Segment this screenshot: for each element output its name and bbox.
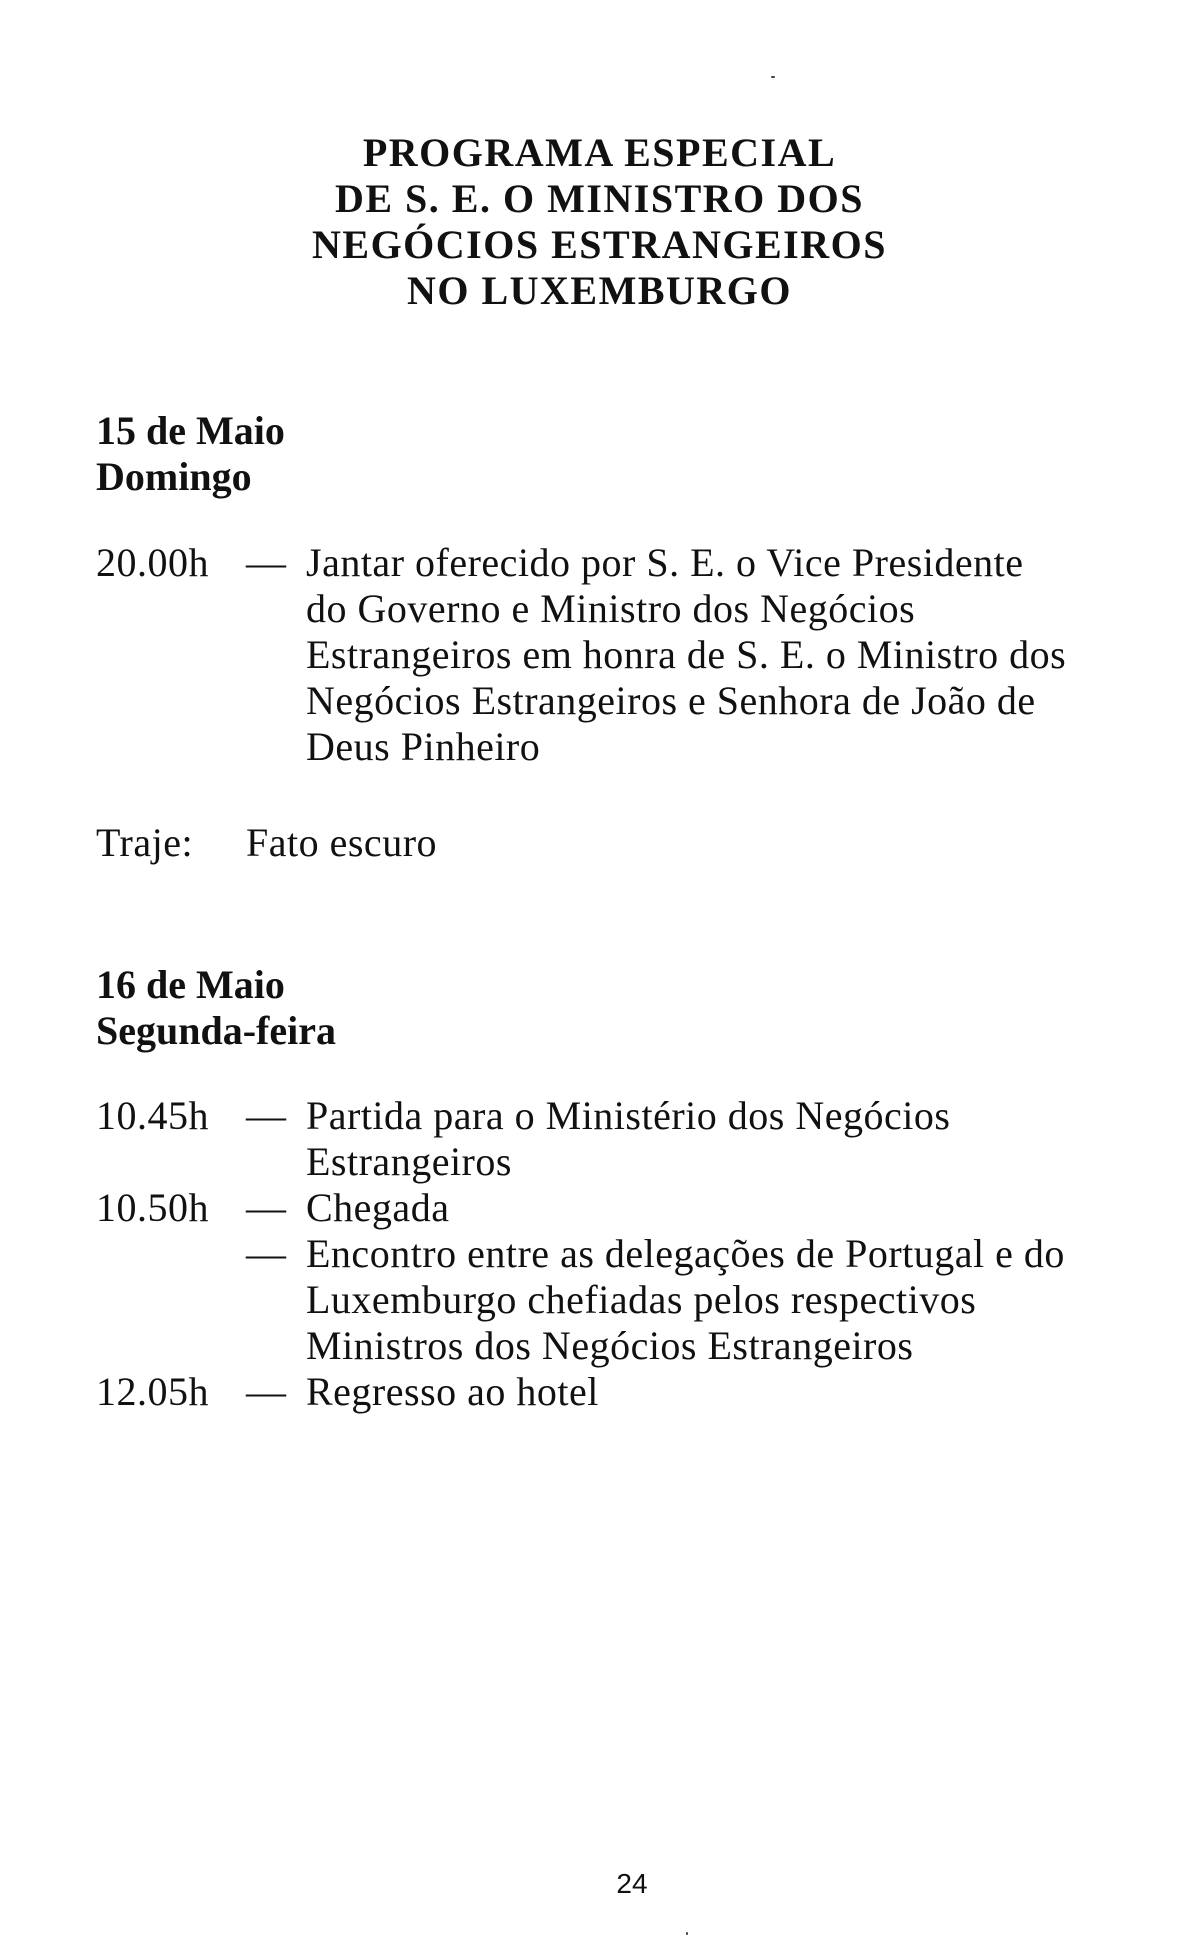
entry-line: Ministros dos Negócios Estrangeiros	[306, 1323, 914, 1368]
entry-time: 20.00h	[96, 540, 209, 585]
entry-dash: —	[246, 1369, 287, 1414]
day-1-heading	[96, 408, 285, 500]
entry-line: Encontro entre as delegações de Portugal e do	[306, 1231, 1065, 1276]
entry-description	[306, 1369, 1106, 1415]
scan-speck	[686, 1932, 688, 1935]
title-line-2: DE S. E. O MINISTRO DOS	[334, 176, 865, 221]
entry-line: Deus Pinheiro	[306, 724, 541, 769]
schedule-entry	[96, 1093, 1106, 1185]
title-line-4: NO LUXEMBURGO	[406, 268, 793, 313]
entry-description	[306, 1093, 1106, 1185]
day-2-date: 16 de Maio	[96, 962, 285, 1007]
day-1-date: 15 de Maio	[96, 408, 285, 453]
entry-time: 12.05h	[96, 1369, 209, 1414]
entry-dash: —	[246, 1185, 287, 1230]
schedule-entry	[96, 1185, 1106, 1231]
entry-line: Negócios Estrangeiros e Senhora de João de	[306, 678, 1036, 723]
document-title	[0, 130, 1184, 314]
day-1-weekday: Domingo	[96, 454, 252, 499]
day-1-schedule	[96, 540, 1106, 770]
attire-line	[96, 820, 437, 866]
attire-label: Traje:	[96, 820, 194, 865]
entry-dash: —	[246, 1093, 287, 1138]
day-2-schedule	[96, 1093, 1106, 1415]
entry-line: Luxemburgo chefiadas pelos respectivos	[306, 1277, 977, 1322]
entry-line: Chegada	[306, 1185, 450, 1230]
schedule-entry	[96, 1369, 1106, 1415]
entry-line: Estrangeiros em honra de S. E. o Ministro dos	[306, 632, 1067, 677]
entry-dash: —	[246, 540, 287, 585]
entry-time: 10.50h	[96, 1185, 209, 1230]
schedule-entry	[96, 540, 1106, 770]
entry-dash: —	[246, 1231, 287, 1276]
entry-description	[306, 1231, 1106, 1369]
page-number: 24	[616, 1868, 648, 1899]
day-2-heading	[96, 962, 336, 1054]
schedule-entry	[96, 1231, 1106, 1369]
attire-value: Fato escuro	[246, 820, 438, 865]
entry-line: Partida para o Ministério dos Negócios	[306, 1093, 951, 1138]
entry-description	[306, 540, 1106, 770]
entry-line: do Governo e Ministro dos Negócios	[306, 586, 916, 631]
day-2-weekday: Segunda-feira	[96, 1008, 336, 1053]
entry-time: 10.45h	[96, 1093, 209, 1138]
entry-line: Regresso ao hotel	[306, 1369, 599, 1414]
title-line-3: NEGÓCIOS ESTRANGEIROS	[312, 222, 887, 267]
title-line-1: PROGRAMA ESPECIAL	[362, 130, 837, 175]
entry-description	[306, 1185, 1106, 1231]
entry-line: Jantar oferecido por S. E. o Vice Presidente	[306, 540, 1024, 585]
entry-line: Estrangeiros	[306, 1139, 512, 1184]
scan-speck	[771, 76, 775, 78]
